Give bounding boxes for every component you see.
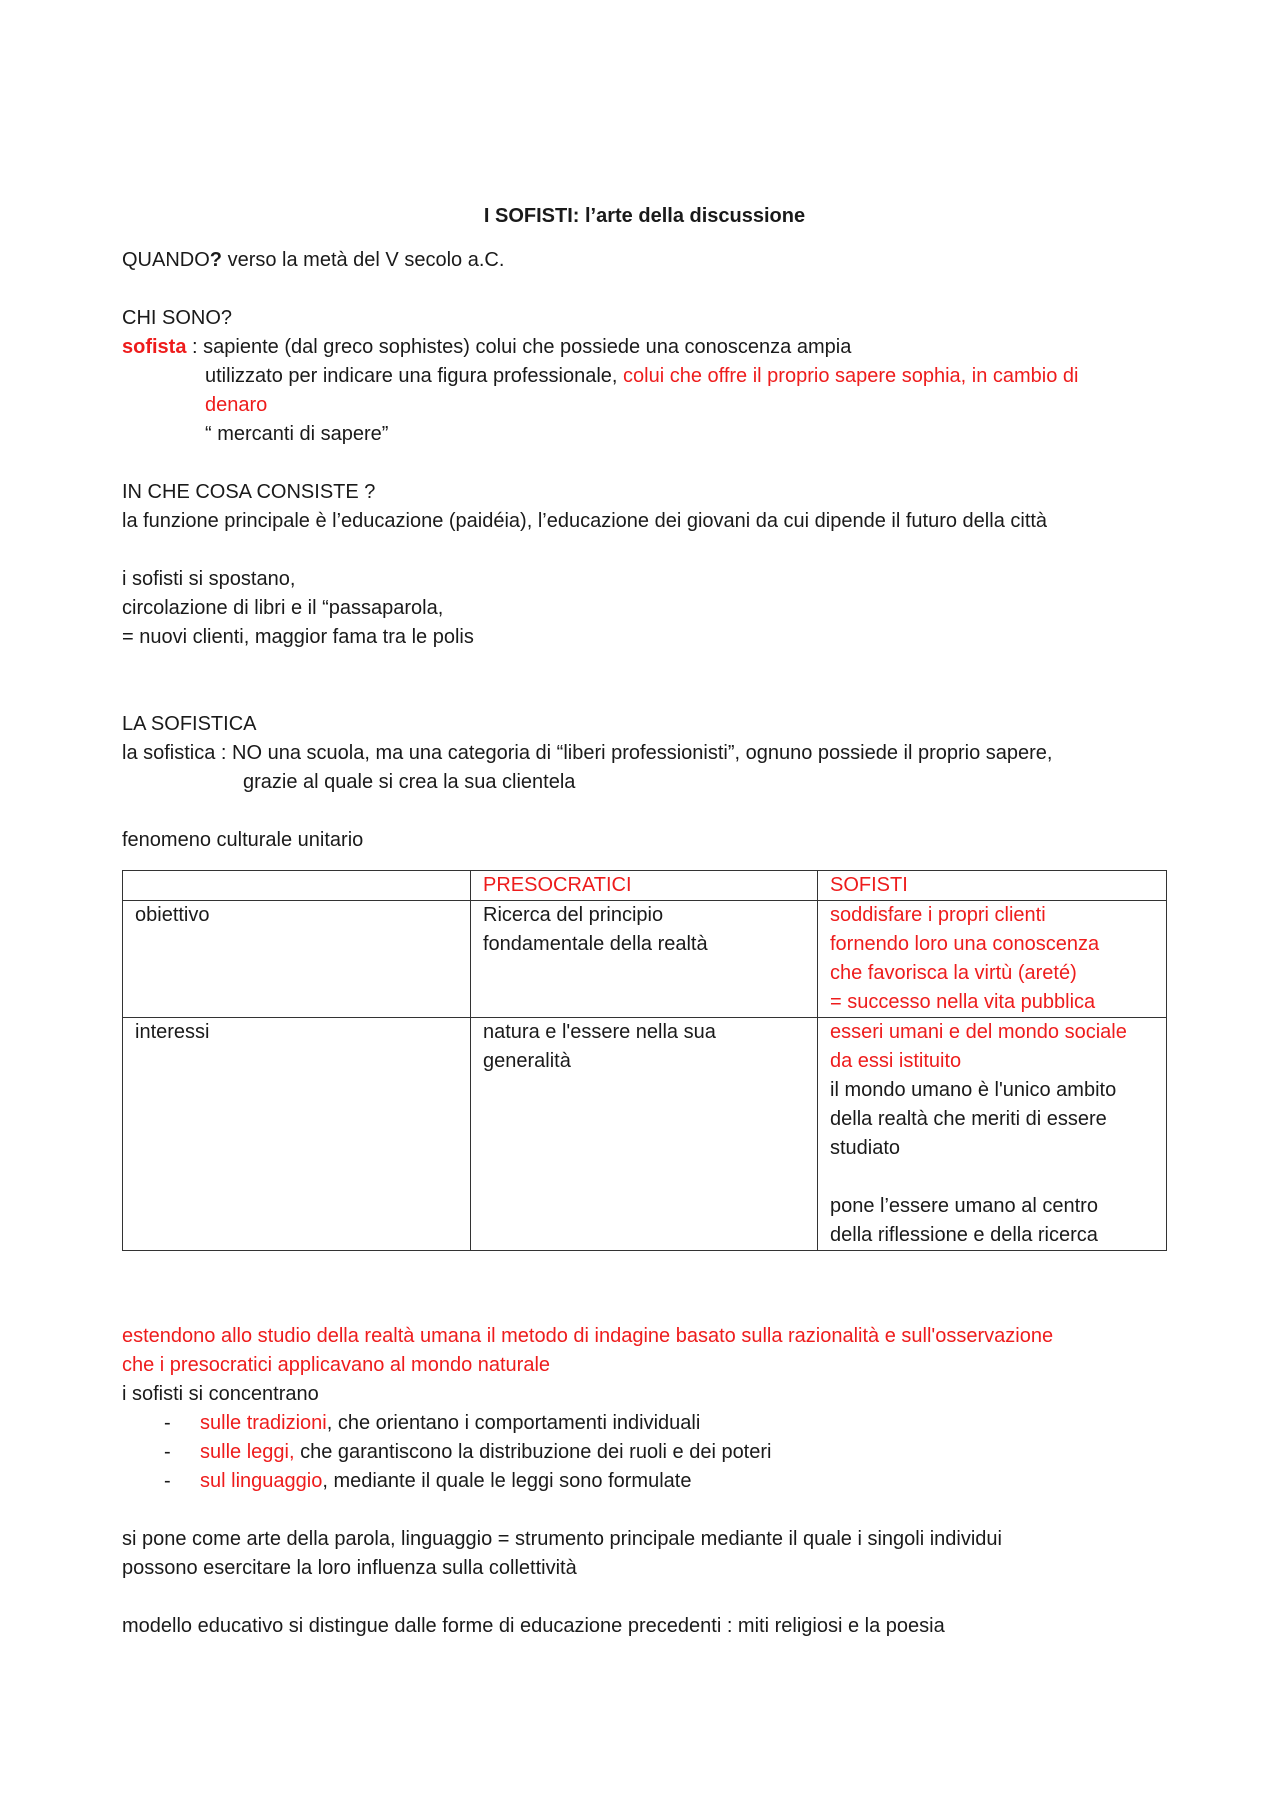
row-label-obiettivo: obiettivo xyxy=(123,901,471,1018)
arte-line2: possono esercitare la loro influenza sulla collettività xyxy=(122,1557,577,1579)
sofista-line2 xyxy=(122,362,1167,391)
table-header-empty xyxy=(123,871,471,901)
list-item xyxy=(122,1467,1167,1496)
cell-line: = successo nella vita pubblica xyxy=(830,991,1096,1013)
list-item-red: sulle leggi, xyxy=(200,1441,295,1463)
cell-line: studiato xyxy=(830,1137,901,1159)
sofista-line2-black: utilizzato per indicare una figura professionale, xyxy=(205,365,624,387)
cell-line: che favorisca la virtù (areté) xyxy=(830,962,1077,984)
sofista-definition xyxy=(122,333,1167,362)
sofista-line3: denaro xyxy=(205,394,268,416)
document-title: I SOFISTI: l’arte della discussione xyxy=(483,205,806,227)
table-header-row xyxy=(123,871,1167,901)
sofista-term: sofista xyxy=(122,336,187,358)
list-item-black: , mediante il quale le leggi sono formulate xyxy=(322,1470,692,1492)
fenomeno-line: fenomeno culturale unitario xyxy=(122,829,364,851)
sofistica-line2: grazie al quale si crea la sua clientela xyxy=(243,771,576,793)
quando-qmark: ? xyxy=(209,249,223,271)
arte-line1: si pone come arte della parola, linguaggio = strumento principale mediante il quale i singoli individui xyxy=(122,1528,1002,1550)
cell-line: da essi istituito xyxy=(830,1050,962,1072)
definition-separator: : xyxy=(186,336,204,358)
modello-line: modello educativo si distingue dalle forme di educazione precedenti : miti religiosi e la poesia xyxy=(122,1615,945,1637)
chi-sono-heading: CHI SONO? xyxy=(122,307,233,329)
document-content xyxy=(122,202,1167,1641)
list-item-red: sul linguaggio xyxy=(200,1470,323,1492)
cell-line: natura e l'essere nella sua xyxy=(483,1021,716,1043)
cell-line: il mondo umano è l'unico ambito xyxy=(830,1079,1117,1101)
table-header-presocratici: PRESOCRATICI xyxy=(471,871,818,901)
concentrano-list xyxy=(122,1409,1167,1496)
obiettivo-presocratici xyxy=(471,901,818,1018)
cell-line: fornendo loro una conoscenza xyxy=(830,933,1100,955)
row-label-interessi: interessi xyxy=(123,1018,471,1251)
cell-line: della realtà che meriti di essere xyxy=(830,1108,1107,1130)
mercanti-line: “ mercanti di sapere” xyxy=(205,423,389,445)
sofista-definition-text: sapiente (dal greco sophistes) colui che possiede una conoscenza ampia xyxy=(203,336,852,358)
quando-text: verso la metà del V secolo a.C. xyxy=(222,249,505,271)
consiste-heading: IN CHE COSA CONSISTE ? xyxy=(122,481,376,503)
cell-line: generalità xyxy=(483,1050,571,1072)
table-header-sofisti: SOFISTI xyxy=(818,871,1167,901)
quando-line xyxy=(122,246,1167,275)
spostano-line3: = nuovi clienti, maggior fama tra le polis xyxy=(122,626,474,648)
obiettivo-sofisti xyxy=(818,901,1167,1018)
list-item-black: , che orientano i comportamenti individuali xyxy=(326,1412,701,1434)
cell-line: Ricerca del principio xyxy=(483,904,664,926)
list-dash: - xyxy=(164,1470,171,1492)
list-dash: - xyxy=(164,1441,171,1463)
sofistica-heading: LA SOFISTICA xyxy=(122,713,257,735)
list-item xyxy=(122,1438,1167,1467)
spostano-line2: circolazione di libri e il “passaparola, xyxy=(122,597,444,619)
quando-label: QUANDO xyxy=(122,249,210,271)
sofista-line2-red: colui che offre il proprio sapere sophia, in cambio di xyxy=(623,365,1079,387)
metodo-line2: che i presocratici applicavano al mondo naturale xyxy=(122,1354,551,1376)
sofistica-line1: la sofistica : NO una scuola, ma una categoria di “liberi professionisti”, ognuno possiede il proprio sapere, xyxy=(122,742,1053,764)
list-item-black: che garantiscono la distribuzione dei ruoli e dei poteri xyxy=(294,1441,772,1463)
list-item xyxy=(122,1409,1167,1438)
interessi-sofisti xyxy=(818,1018,1167,1251)
cell-line: esseri umani e del mondo sociale xyxy=(830,1021,1127,1043)
comparison-table xyxy=(122,870,1167,1251)
table-row xyxy=(123,1018,1167,1251)
metodo-line1: estendono allo studio della realtà umana il metodo di indagine basato sulla razionalità e sull'osservazione xyxy=(122,1325,1054,1347)
cell-line: pone l’essere umano al centro xyxy=(830,1195,1098,1217)
interessi-presocratici xyxy=(471,1018,818,1251)
list-item-red: sulle tradizioni xyxy=(200,1412,327,1434)
concentrano-line: i sofisti si concentrano xyxy=(122,1383,319,1405)
table-row xyxy=(123,901,1167,1018)
list-dash: - xyxy=(164,1412,171,1434)
cell-line: della riflessione e della ricerca xyxy=(830,1224,1098,1246)
cell-line: fondamentale della realtà xyxy=(483,933,708,955)
spostano-line1: i sofisti si spostano, xyxy=(122,568,296,590)
cell-line: soddisfare i propri clienti xyxy=(830,904,1046,926)
consiste-text: la funzione principale è l’educazione (paidéia), l’educazione dei giovani da cui dipende il futuro della città xyxy=(122,510,1048,532)
